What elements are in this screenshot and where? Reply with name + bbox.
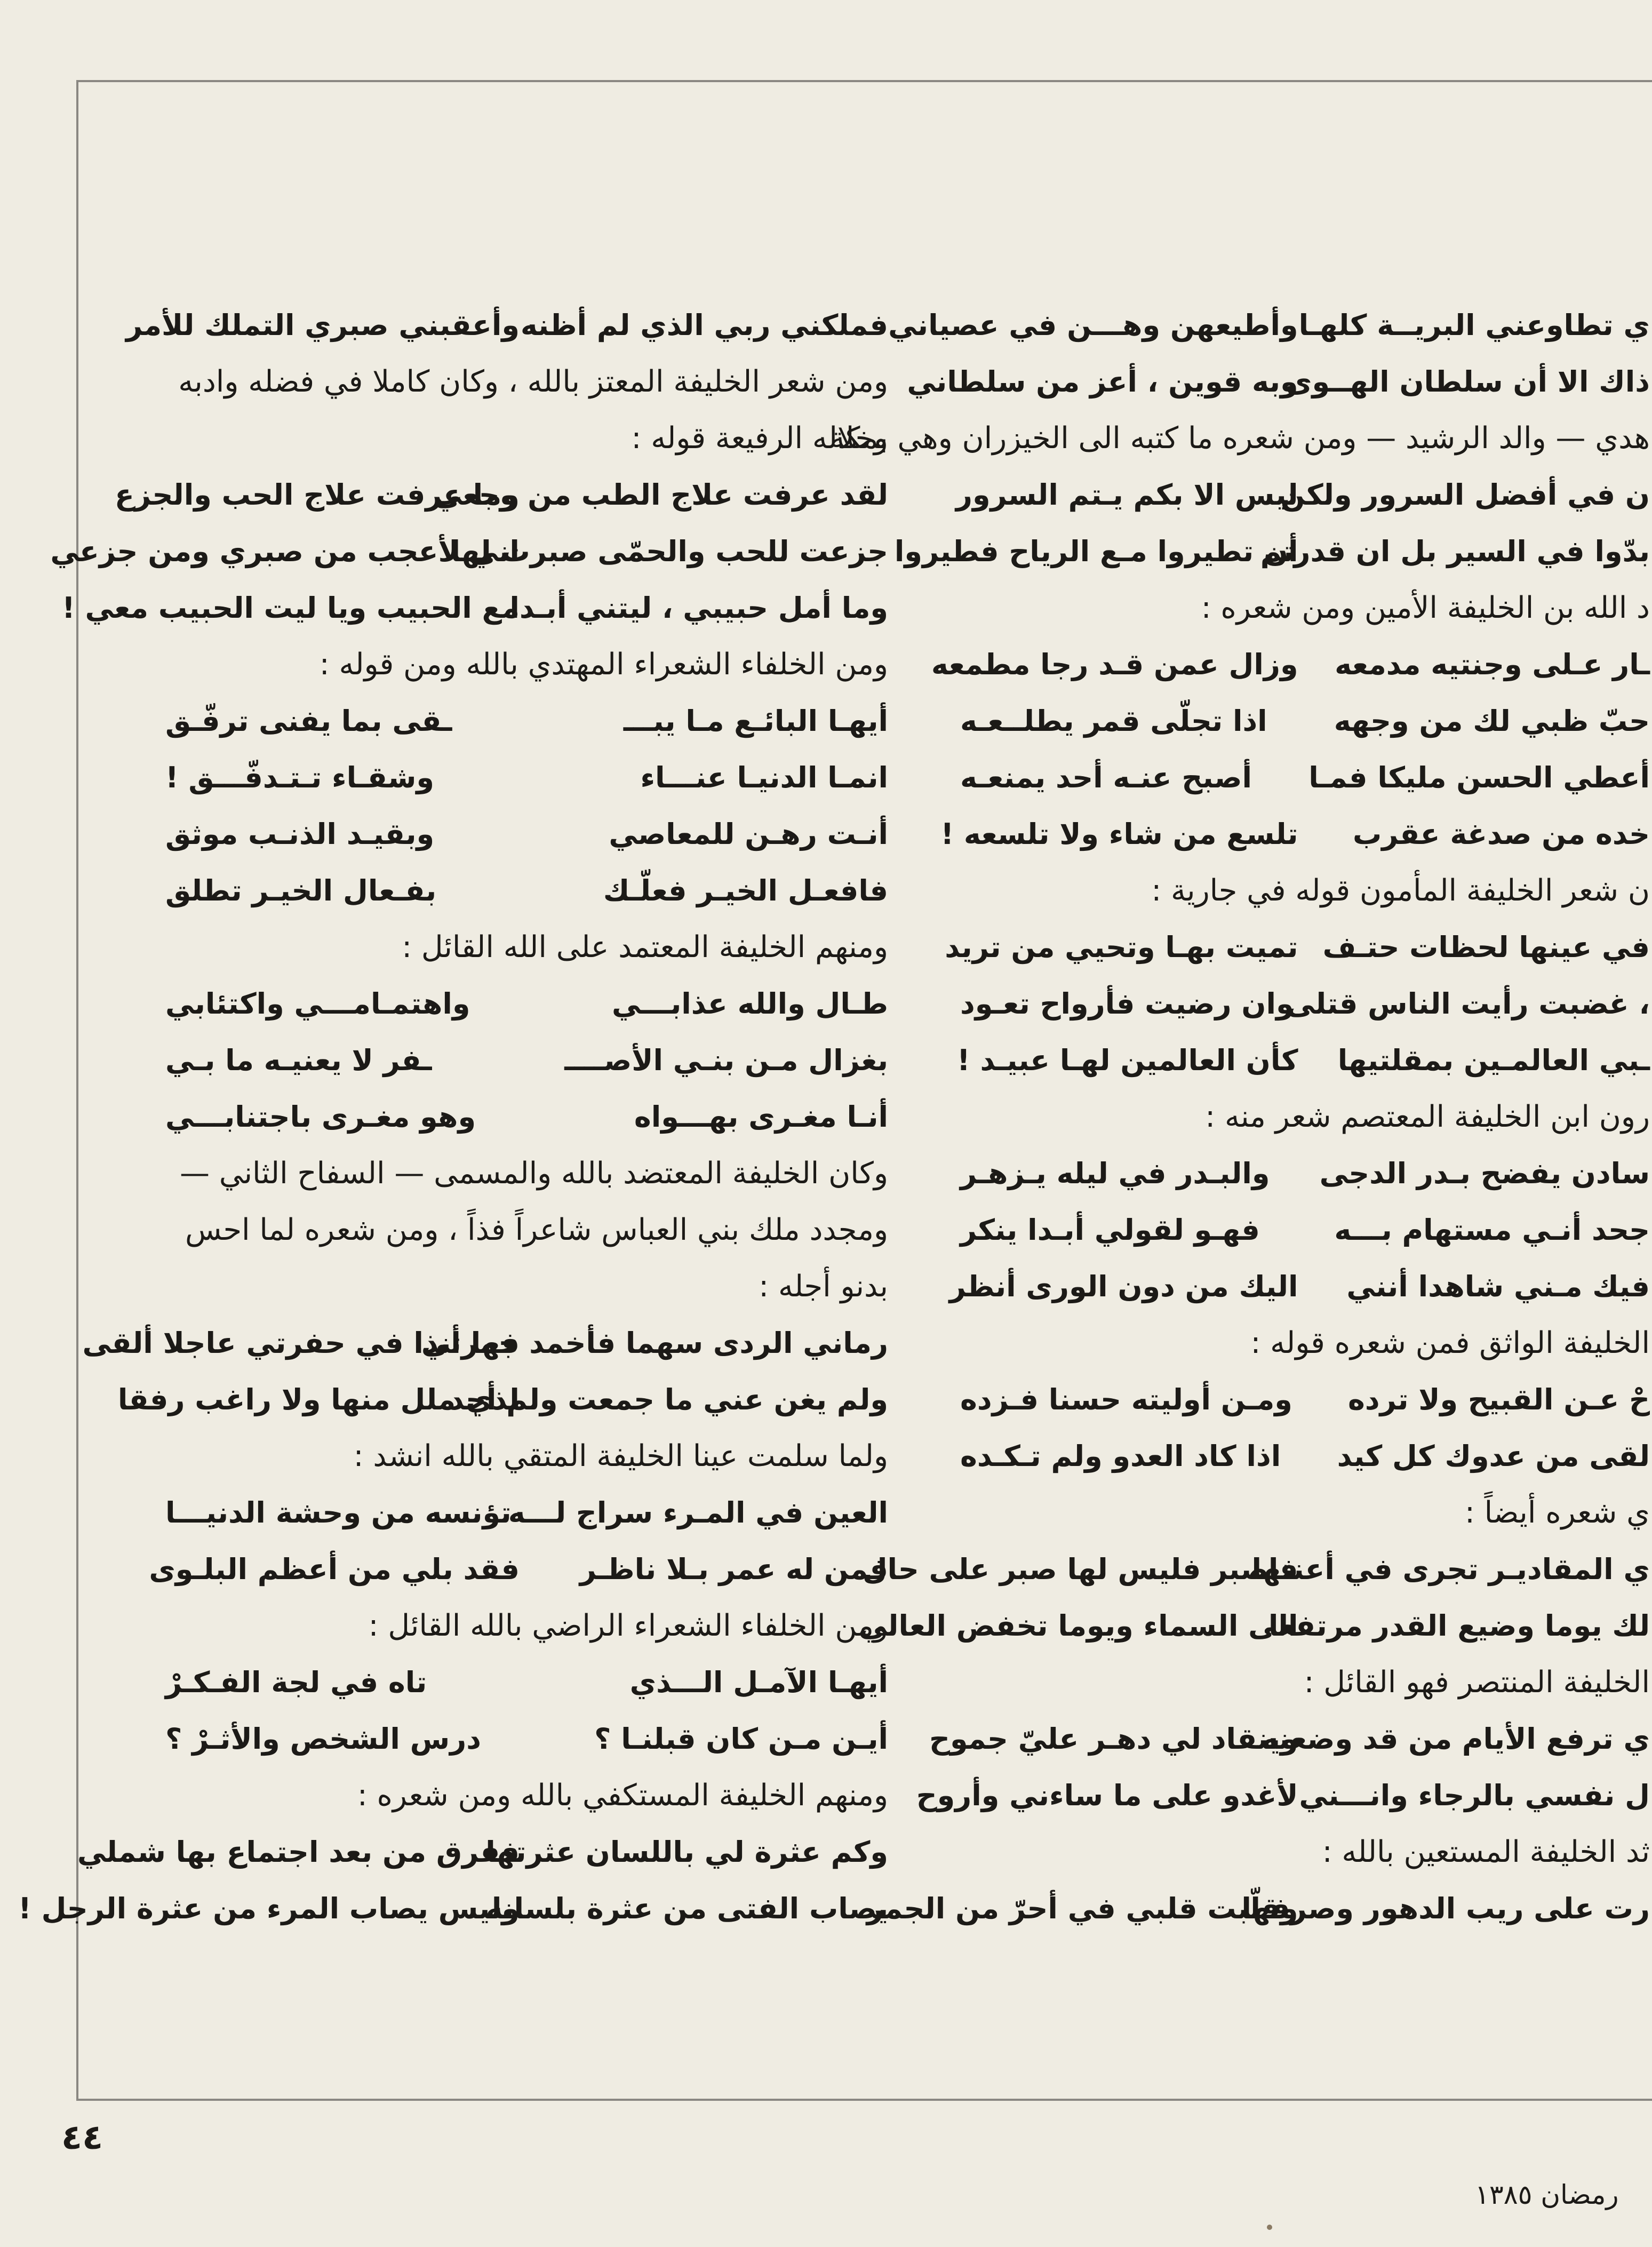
verse-first-hemistich: لقى من عدوك كل كيد [1337, 1439, 1650, 1473]
verse-line [165, 1090, 888, 1147]
verse-first-hemistich: حبّ ظبي لك من وجهه [1334, 704, 1650, 738]
verse-line [165, 808, 888, 864]
verse-second-hemistich: كأن العالمين لهـا عبيـد ! [957, 1043, 1298, 1077]
verse-second-hemistich: وزال عمن قـد رجا مطمعه [931, 648, 1298, 681]
prose-text: ومنهم الخليفة المستكفي بالله ومن شعره : [357, 1778, 888, 1813]
prose-line [165, 1599, 888, 1656]
verse-first-hemistich: ، غضبت رأيت الناس قتلى [1286, 987, 1650, 1021]
verse-line [858, 1599, 1650, 1656]
prose-line [165, 1260, 888, 1317]
prose-line [165, 921, 888, 977]
verse-first-hemistich: فملكني ربي الذي لم أظنه [520, 308, 888, 342]
verse-second-hemistich: وأطيعهن وهـــن في عصياني [888, 308, 1298, 342]
prose-text: ومن الخلفاء الشعراء المهتدي بالله ومن قوله : [319, 647, 888, 682]
verse-first-hemistich: رماني الردى سهما فأخمد جمرتي [421, 1326, 888, 1360]
verse-first-hemistich: بدّوا في السير بل ان قدرتم [1260, 535, 1650, 568]
prose-text: ولما سلمت عينا الخليفة المتقي بالله انشد : [353, 1439, 888, 1473]
verse-first-hemistich: لك يوما وضيع القدر مرتفعا [1268, 1609, 1650, 1643]
prose-line [165, 638, 888, 695]
verse-line [929, 1712, 1650, 1769]
verse-second-hemistich: درس الشخص والأثـرْ ؟ [165, 1722, 481, 1756]
verse-line [949, 1260, 1650, 1317]
verse-first-hemistich: ـبي العالمـين بمقلتيها [1337, 1043, 1650, 1077]
verse-second-hemistich: فها أنذا في حفرتي عاجلا ألقى [82, 1326, 520, 1360]
page-number: ٤٤ [61, 2118, 103, 2157]
prose-text: هدي — والد الرشيد — ومن شعره ما كتبه الى الخيزران وهي بمكة [829, 421, 1650, 456]
prose-line [165, 1147, 888, 1204]
verse-line [960, 977, 1650, 1034]
verse-first-hemistich: في عينها لحظات حتـف [1322, 930, 1650, 964]
verse-line [960, 1147, 1650, 1204]
verse-second-hemistich: ـفر لا يعنيـه ما بـي [165, 1043, 432, 1077]
verse-second-hemistich: وقلّبت قلبي في أحرّ من الجمر [866, 1892, 1298, 1925]
verse-first-hemistich: انمـا الدنيـا عنـــاء [640, 761, 888, 794]
verse-line [888, 299, 1650, 355]
verse-second-hemistich: وأعقبني صبري التملك للأمر [126, 308, 520, 342]
verse-second-hemistich: فهـو لقولي أبـدا ينكر [960, 1213, 1260, 1247]
prose-text: الخليفة المنتصر فهو القائل : [1304, 1665, 1650, 1700]
verse-first-hemistich: جحد أنـي مستهام بـــه [1334, 1213, 1650, 1247]
verse-second-hemistich: ليس الا بكم يـتم السرور [955, 478, 1298, 512]
verse-second-hemistich: ففرق من بعد اجتماع بها شملي [77, 1835, 520, 1869]
prose-text: د الله بن الخليفة الأمين ومن شعره : [1201, 591, 1650, 625]
verse-first-hemistich: فافعـل الخيـر فعلّـك [603, 874, 888, 907]
verse-line [916, 1769, 1650, 1826]
verse-second-hemistich: تلسع من شاء ولا تلسعه ! [940, 817, 1298, 851]
verse-first-hemistich: ل نفسي بالرجاء وانـــني [1299, 1779, 1650, 1812]
prose-line [165, 412, 888, 468]
prose-line [165, 1769, 888, 1826]
verse-line [960, 1430, 1650, 1486]
verse-second-hemistich: الى السماء ويوما تخفض العالي [858, 1609, 1298, 1643]
verse-line [165, 1034, 888, 1090]
verse-first-hemistich: يصاب الفتى من عثرة بلسانه [485, 1892, 888, 1925]
verse-second-hemistich: وليس يصاب المرء من عثرة الرجل ! [18, 1892, 520, 1925]
verse-first-hemistich: فمن له عمر بـلا ناظـر [579, 1552, 888, 1586]
verse-line [165, 977, 888, 1034]
verse-line [957, 1034, 1650, 1090]
verse-line [77, 1826, 888, 1882]
verse-first-hemistich: حْ عـن القبيح ولا ترده [1348, 1383, 1650, 1416]
verse-second-hemistich: وبه قوين ، أعز من سلطاني [907, 365, 1298, 399]
verse-first-hemistich: وما أمل حبيبي ، ليتني أبـدا [509, 591, 888, 625]
verse-line [960, 1373, 1650, 1430]
verse-line [165, 1486, 888, 1543]
verse-first-hemistich: ي تطاوعني البريــة كلهـا [1298, 308, 1650, 342]
verse-first-hemistich: أنـت رهـن للمعاصي [609, 817, 888, 851]
verse-line [165, 1656, 888, 1712]
verse-line [894, 525, 1650, 581]
verse-first-hemistich: ن في أفضل السرور ولكن [1280, 478, 1650, 512]
verse-first-hemistich: بغزال مـن بنـي الأصــــ [564, 1043, 888, 1077]
verse-line [82, 1317, 888, 1373]
verse-first-hemistich: أيـن مـن كان قبلنـا ؟ [594, 1722, 888, 1756]
verse-line [866, 1882, 1650, 1939]
verse-first-hemistich: طـال والله عذابـــي [611, 987, 888, 1021]
verse-line [960, 695, 1650, 751]
prose-text: ن شعر الخليفة المأمون قوله في جارية : [1151, 873, 1650, 908]
verse-second-hemistich: اذا تجلّى قمر يطلــعـه [960, 704, 1267, 738]
right-column [829, 299, 1650, 1995]
prose-text: ي شعره أيضاً : [1464, 1495, 1650, 1530]
verse-line [931, 638, 1650, 695]
prose-text: ومن شعر الخليفة المعتز بالله ، وكان كاملا في فضله وادبه [178, 364, 888, 399]
verse-second-hemistich: اذا كاد العدو ولم تـكـده [960, 1439, 1281, 1473]
verse-second-hemistich: أن تطيروا مـع الرياح فطيروا [894, 535, 1298, 568]
verse-first-hemistich: ي المقاديـر تجرى في أعنتها [1251, 1552, 1650, 1586]
verse-line [960, 751, 1650, 808]
verse-first-hemistich: ذاك الا أن سلطان الهــوى [1285, 365, 1650, 399]
verse-first-hemistich: أيهـا الآمـل الـــذي [629, 1666, 888, 1699]
verse-line [126, 299, 888, 355]
verse-second-hemistich: تؤنسه من وحشة الدنيـــا [165, 1496, 512, 1529]
verse-first-hemistich: فيك مـني شاهدا أنني [1346, 1270, 1650, 1303]
left-column [18, 299, 888, 1995]
verse-first-hemistich: ـار عـلى وجنتيه مدمعه [1335, 648, 1650, 681]
verse-first-hemistich: لقد عرفت علاج الطب من وجعي [433, 478, 888, 512]
prose-text: ومن الخلفاء الشعراء الراضي بالله القائل : [368, 1608, 888, 1643]
verse-first-hemistich: أنـا مغـرى بهـــواه [634, 1100, 888, 1134]
verse-first-hemistich: ولم يغن عني ما جمعت ولم أجد [449, 1383, 888, 1416]
verse-line [165, 751, 888, 808]
verse-second-hemistich: ـقى بما يفنى ترفّـق [165, 704, 452, 738]
verse-line [18, 1882, 888, 1939]
prose-line [960, 1826, 1650, 1882]
prose-text: بدنو أجله : [759, 1269, 888, 1304]
prose-text: وخلاله الرفيعة قوله : [631, 421, 888, 456]
prose-line [960, 1090, 1650, 1147]
verse-second-hemistich: لأغدو على ما ساءني وأروح [916, 1779, 1298, 1812]
verse-second-hemistich: وان رضيت فأرواح تعـود [960, 987, 1294, 1021]
verse-second-hemistich: تاه في لجة الفـكـرْ [165, 1666, 427, 1699]
verse-second-hemistich: والبـدر في ليله يـزهـر [960, 1157, 1270, 1190]
verse-first-hemistich: سادن يفضح بـدر الدجى [1319, 1157, 1650, 1190]
footer-date: رمضان ١٣٨٥ [1475, 2179, 1619, 2210]
verse-line [117, 1373, 888, 1430]
verse-first-hemistich: جزعت للحب والحمّى صبرت لها [450, 535, 888, 568]
verse-second-hemistich: اني لأعجب من صبري ومن جزعي [50, 535, 520, 568]
verse-first-hemistich: ي ترفع الأيام من قد وضعنه [1261, 1722, 1650, 1756]
verse-line [907, 355, 1650, 412]
verse-second-hemistich: تميت بهـا وتحيي من تريد [945, 930, 1298, 964]
verse-line [945, 921, 1650, 977]
verse-first-hemistich: أعطي الحسن مليكا فمـا [1308, 761, 1650, 794]
verse-line [165, 1712, 888, 1769]
prose-text: ومنهم الخليفة المعتمد على الله القائل : [402, 930, 888, 965]
verse-line [149, 1543, 888, 1599]
verse-line [955, 468, 1650, 525]
verse-second-hemistich: وبقيـد الذنـب موثق [165, 817, 435, 851]
verse-first-hemistich: العين في المـرء سراج لـــه [508, 1496, 888, 1529]
prose-line [165, 1204, 888, 1260]
prose-line [960, 581, 1650, 638]
verse-second-hemistich: اليك من دون الورى أنظر [949, 1270, 1298, 1303]
verse-line [115, 468, 888, 525]
prose-line [960, 1656, 1650, 1712]
verse-second-hemistich: وهو مغـرى باجتنابـــي [165, 1100, 476, 1134]
verse-second-hemistich: بفـعال الخيـر تطلق [165, 874, 437, 907]
verse-line [940, 808, 1650, 864]
verse-second-hemistich: فاصبر فليس لها صبر على حال [862, 1552, 1298, 1586]
verse-line [165, 695, 888, 751]
verse-second-hemistich: لذي ملل منها ولا راغب رفقا [117, 1383, 520, 1416]
verse-second-hemistich: وما عرفت علاج الحب والجزع [115, 478, 520, 512]
paper-speck [1267, 2225, 1272, 2230]
verse-first-hemistich: رت على ريب الدهور وصرفها [1241, 1892, 1650, 1925]
verse-second-hemistich: مع الحبيب ويا ليت الحبيب معي ! [62, 591, 520, 625]
prose-text: ومجدد ملك بني العباس شاعراً فذاً ، ومن شعره لما احس [185, 1213, 888, 1247]
verse-second-hemistich: فقد بلي من أعظم البلـوى [149, 1552, 520, 1586]
verse-second-hemistich: واهتمـامـــي واكتئابي [165, 987, 470, 1021]
verse-first-hemistich: وكم عثرة لي باللسان عثرتها [485, 1835, 888, 1869]
prose-line [165, 355, 888, 412]
verse-line [960, 1204, 1650, 1260]
prose-text: الخليفة الواثق فمن شعره قوله : [1250, 1326, 1650, 1360]
prose-text: وكان الخليفة المعتضد بالله والمسمى — السفاح الثاني — [179, 1156, 888, 1191]
verse-second-hemistich: وينقاد لي دهـر عليّ جموح [929, 1722, 1298, 1756]
verse-line [165, 864, 888, 921]
prose-line [960, 1486, 1650, 1543]
verse-line [862, 1543, 1650, 1599]
prose-line [829, 412, 1650, 468]
verse-second-hemistich: وشقـاء تـتـدفّـــق ! [165, 761, 434, 794]
prose-line [165, 1430, 888, 1486]
verse-line [50, 525, 888, 581]
verse-first-hemistich: خده من صدغة عقرب [1352, 817, 1650, 851]
prose-text: ثد الخليفة المستعين بالله : [1322, 1835, 1650, 1869]
prose-line [960, 864, 1650, 921]
verse-second-hemistich: ومـن أوليته حسنا فـزده [960, 1383, 1292, 1416]
verse-line [62, 581, 888, 638]
verse-second-hemistich: أصبح عنـه أحد يمنعـه [960, 761, 1252, 794]
verse-first-hemistich: أيهـا البائـع مـا يبـــ [623, 704, 888, 738]
prose-text: رون ابن الخليفة المعتصم شعر منه : [1205, 1099, 1650, 1134]
prose-line [960, 1317, 1650, 1373]
